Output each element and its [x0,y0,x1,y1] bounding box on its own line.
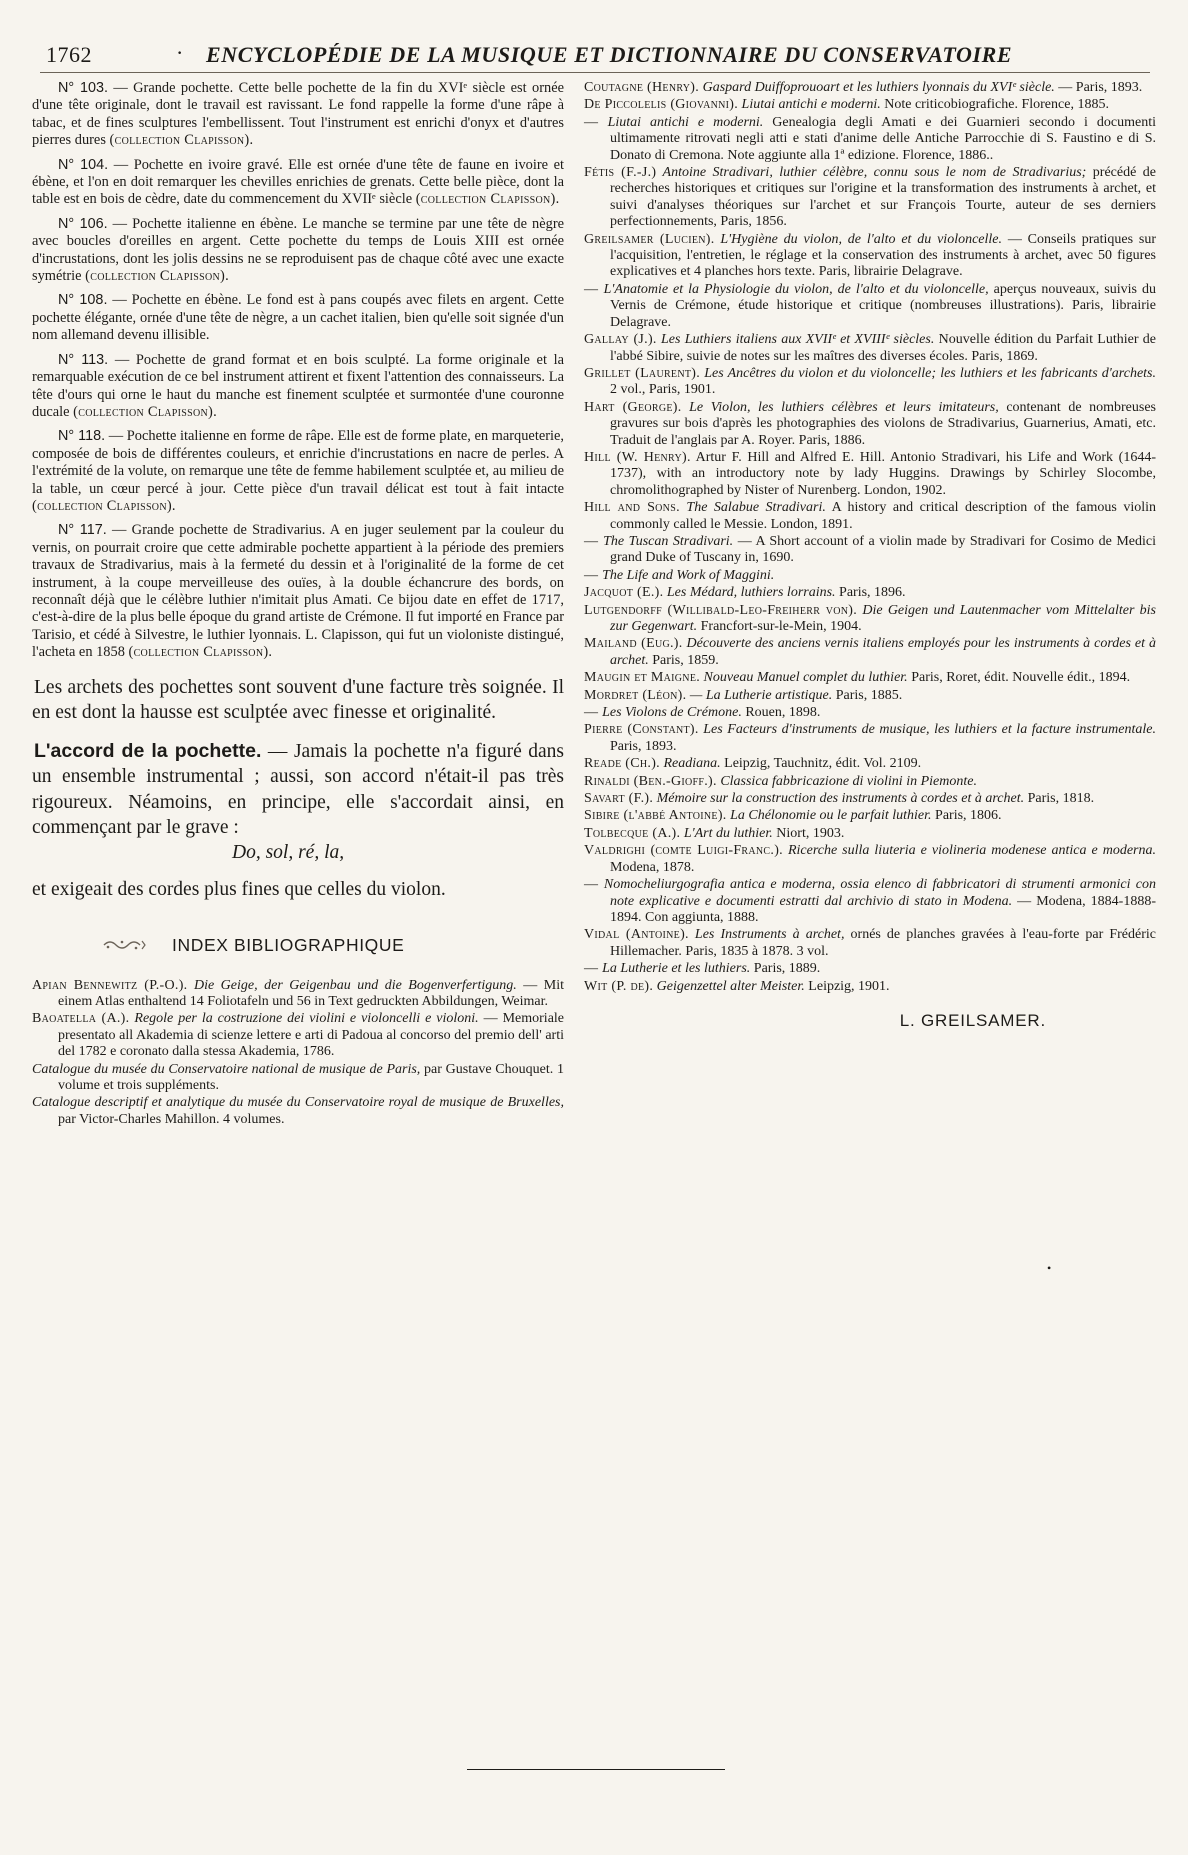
bibliography-entry [584,500,1156,533]
index-heading [32,934,564,960]
left-column [32,80,564,1129]
bibliography-entry [584,165,1156,231]
bib-details: Paris, 1859. [648,652,719,668]
ornament-icon [102,938,146,952]
entry-number: N° 118. [58,428,106,445]
entry-number: N° 103. [58,80,108,96]
bib-details: Nouvelle édition du Parfait Luthier de l'abbé Sibire, suivie de notes sur les maîtres des diverses écoles. Paris, 1869. [610,332,1156,364]
bib-title: La Lutherie et les luthiers. [602,961,751,977]
bibliography-entry [584,232,1156,281]
bib-title: Le Violon, les luthiers célèbres et leurs imitateurs, [681,399,999,415]
bib-author: Grillet (Laurent). [584,365,701,381]
page-header [40,40,1150,73]
running-title: ENCYCLOPÉDIE DE LA MUSIQUE ET DICTIONNAIRE DU CONSERVATOIRE [206,42,1013,67]
bib-title: Les Violons de Crémone. [602,705,742,721]
accord-closing: et exigeait des cordes plus fines que celles du violon. [32,878,446,900]
bib-title: Catalogue du musée du Conservatoire national de musique de Paris, [32,1061,421,1077]
bibliography-entry [584,97,1156,113]
bibliography-entry [584,774,1156,790]
bib-details: — Modena, 1884-1888-1894. Con aggiunta, 1888. [610,893,1156,925]
entry-number: N° 117. [58,522,107,539]
bib-details: Paris, 1896. [835,585,906,601]
bib-title: Antoine Stradivari, luthier célèbre, connu sous le nom de Stradivarius; [656,165,1087,181]
entry-text: — Pochette en ébène. Le fond est à pans coupés avec filets en argent. Cette pochette élégante, ornée d'une tête de nègre, a un cachet italien, bien qu'elle soit signée d'un nom allemand devenu illisible. [32,292,564,344]
bib-author: De Piccolelis (Giovanni). [584,97,739,113]
bib-details: par Victor-Charles Mahillon. 4 volumes. [58,1111,285,1127]
bib-author: Valdrighi (comte Luigi-Franc.). [584,843,783,859]
bib-details: Modena, 1878. [610,859,695,875]
margin-dot: • [1047,1261,1052,1275]
bib-author: Hart (George). [584,399,682,415]
bib-title: Classica fabbricazione di violini in Piemonte. [716,773,977,789]
bib-details: Paris, Roret, édit. Nouvelle édit., 1894. [907,670,1131,686]
bib-title: Les Médard, luthiers lorrains. [663,585,836,601]
entry-collection: (collection Clapisson). [73,403,217,420]
bib-title: Readiana. [659,756,721,772]
entry-collection: (collection Clapisson). [85,268,229,285]
bib-title: Les Luthiers italiens aux XVIIᵉ et XVIIIᵉ siècles. [656,332,935,348]
bibliography-entry [584,826,1156,842]
bib-details: Leipzig, Tauchnitz, édit. Vol. 2109. [720,756,922,772]
bib-title: Liutai antichi e moderni. [738,97,881,113]
entry-number: N° 113. [58,351,109,368]
bibliography-entry [584,877,1156,926]
entry-text: — Grande pochette de Stradivarius. A en juger seulement par la couleur du vernis, on pourrait croire que cette admirable pochette appartient à la période des premiers travaux de Stradivarius, mais à la fermeté du dessin et à l'originalité de la forme de cet instrument, à la coupe merveilleuse des ouïes, à la double échancrure des bords, on reconnaît déjà que le célèbre luthier n'imitait plus Amati. Ce bijou date en effet de 1717, c'est-à-dire de la plus belle époque du grand artiste de Crémone. Il fut importé en France par Tarisio, et cédé à Silvestre, le luthier lyonnais. L. Clapisson, qui fut un violoniste distingué, l'acheta en 1858 [32,522,565,661]
bibliography-entry [32,978,564,1011]
bib-details: — A Short account of a violin made by Stradivari for Cosimo de Medici grand Duke of Tuscany in, 1690. [610,533,1156,566]
bib-details: Leipzig, 1901. [804,978,890,994]
bib-details: précédé de recherches historiques et critiques sur l'origine et la transformation des instruments à archet, et suivi d'analyses théoriques sur l'archet et sur François Tourte, auteur de ses derniers perfectionnements, Paris, 1856. [610,165,1156,230]
entry-number: N° 106. [58,215,108,232]
bib-details: Genealogia degli Amati e dei Guarnieri secondo i documenti ultimamente ritrovati negli atti e stati d'anime delle Antiche Parrocchie di S. Faustino e di S. Donato di Cremona. Note aggiunte alla 1ª edizione. Florence, 1886.. [610,114,1157,163]
accord-text: — Jamais la pochette n'a figuré dans un ensemble instrumental ; aussi, son accord n'était-il pas très rigoureux. Néamoins, en principe, elle s'accordait ainsi, en commençant par le grave : [32,740,564,839]
bib-title: The Tuscan Stradivari. [603,533,734,549]
catalogue-entry [32,292,564,344]
entry-text: — Pochette de grand format et en bois sculpté. La forme originale et la remarquable exécution de ce bel instrument attirent et fixent l'attention des connaisseurs. La tête d'ours qui orne le haut du manche est finement sculptée et surmontée d'une couronne ducale [32,351,564,420]
bib-author: Greilsamer (Lucien). [584,231,715,247]
bib-author: — [584,567,603,583]
bib-title: Catalogue descriptif et analytique du musée du Conservatoire royal de musique de Bruxelles, [32,1095,564,1111]
bibliography-entry [584,400,1156,449]
bib-author: Apian Bennewitz (P.-O.). [32,977,188,993]
bib-details: Artur F. Hill and Alfred E. Hill. Antonio Stradivari, his Life and Work (1644-1737), with an introductory note by lady Huggins. Drawings by Schirley Slocombe, chromolithographed by Nister of Nurenberg. London, 1902. [610,449,1156,498]
bib-author: Hill and Sons. [584,500,680,516]
catalogue-entry [32,522,564,661]
bib-details: Paris, 1893. [610,738,677,754]
bib-details: 2 vol., Paris, 1901. [610,382,716,398]
accord-heading: L'accord de la pochette. [34,739,262,762]
bib-details: par Gustave Chouquet. 1 volume et trois suppléments. [58,1061,564,1094]
entry-text: — Pochette italienne en ébène. Le manche se termine par une tête de nègre avec boucles d'oreilles en argent. Cette pochette du temps de Louis XIII est ornée d'incrustations, dont les jolis dessins ne se reproduisent pas de chaque côté avec une exacte symétrie [32,215,564,285]
bib-author: — [584,705,603,721]
bib-title: Liutai antichi e moderni. [607,114,764,130]
bib-title: L'Art du luthier. [680,825,773,841]
bibliography-entry [584,603,1156,636]
bib-title: Geigenzettel alter Meister. [653,978,805,994]
bib-author: Wit (P. de). [584,978,654,994]
bib-details: Rouen, 1898. [741,705,821,721]
bib-title: Regole per la costruzione dei violini e violoncelli e violoni. [129,1011,479,1027]
bib-author: Tolbecque (A.). [584,825,681,841]
bibliography-entry [584,366,1156,399]
bibliography-entry [584,568,1156,584]
bib-author: — [584,114,608,130]
bib-details: ornés de planches gravées à l'eau-forte par Frédéric Hillemacher. Paris, 1835 à 1878. 3 vol. [610,927,1156,959]
bib-title: The Salabue Stradivari. [679,500,826,516]
bib-author: Pierre (Constant). [584,722,699,738]
entry-text: — Pochette en ivoire gravé. Elle est ornée d'une tête de faune en ivoire et ébène, et l'on en doit remarquer les chevilles enrichies de grenats. Cette belle pièce, dont la table est en bois de cèdre, date du commencement du XVIIᵉ siècle [32,156,565,208]
bib-author: Reade (Ch.). [584,756,660,772]
bib-title: L'Hygiène du violon, de l'alto et du violoncelle. [714,231,1003,247]
bib-author: — [584,281,604,297]
bibliography-entry [584,450,1156,499]
bibliography-entry [584,636,1156,669]
bib-author: — [584,533,604,549]
bib-title: Die Geige, der Geigenbau und die Bogenverfertigung. [187,977,517,993]
bibliography-entry [584,585,1156,601]
bib-title: Gaspard Duiffoprouoart et les luthiers lyonnais du XVIᵉ siècle. [699,80,1055,95]
bib-author: Rinaldi (Ben.-Gioff.). [584,773,717,789]
bib-author: Vidal (Antoine). [584,927,689,943]
bib-title: Découverte des anciens vernis italiens employés pour les instruments à cordes et à archet. [610,636,1157,668]
bibliography-entry [584,756,1156,772]
bib-title: Die Geigen und Lautenmacher vom Mittelalter bis zur Gegenwart. [610,602,1156,634]
bib-author: Hill (W. Henry). [584,449,691,465]
bib-title: La Chélonomie ou le parfait luthier. [726,808,932,824]
bib-author: Fétis (F.-J.) [584,165,657,181]
bib-title: Nomocheliurgografia antica e moderna, ossia elenco di fabbricatori di strumenti armonici con note explicative e documenti estratti dal archivio di stato in Modena. [603,877,1156,909]
bibliography-entry [584,80,1156,96]
bib-details: Niort, 1903. [772,825,845,841]
bib-author: Mordret (Léon). [584,687,687,703]
bibliography-entry [32,1011,564,1060]
bibliography-right [584,80,1156,995]
bibliography-entry [32,1062,564,1095]
index-title: INDEX BIBLIOGRAPHIQUE [172,934,405,955]
bib-author: Gallay (J.). [584,332,657,348]
entry-number: N° 104. [58,156,109,173]
bibliography-entry [584,670,1156,686]
bib-details: — Mit einem Atlas enthaltend 14 Foliotafeln und 56 in Text gedruckten Abbildungen, Weimar. [58,977,565,1009]
bib-title: Mémoire sur la construction des instruments à cordes et à archet. [653,791,1025,807]
bib-author: Baoatella (A.). [32,1011,130,1027]
catalogue-entry [32,428,564,515]
bibliography-entry [584,843,1156,876]
bib-details: Francfort-sur-le-Mein, 1904. [697,619,862,634]
bibliography-entry [584,808,1156,824]
header-separator: · [176,40,184,65]
bib-title: — La Lutherie artistique. [686,687,833,703]
bib-details: — Conseils pratiques sur l'acquisition, l'entretien, le réglage et la conservation des instruments à archet, avec 50 figures explicatives et 4 planches hors texte. Paris, librairie Delagrave. [610,231,1156,280]
catalogue-entry [32,80,564,150]
bib-details: Note criticobiografiche. Florence, 1885. [880,97,1109,113]
entry-number: N° 108. [58,292,108,309]
bib-author: Mailand (Eug.). [584,636,683,652]
bibliography-entry [584,961,1156,977]
bib-author: Sibire (l'abbé Antoine). [584,808,727,824]
bib-title: L'Anatomie et la Physiologie du violon, de l'alto et du violoncelle, [603,281,989,297]
bibliography-entry [584,332,1156,365]
catalogue-entry [32,352,564,422]
accord-notes: Do, sol, ré, la, [232,841,345,863]
accord-paragraph [32,739,564,841]
bibliography-entry [584,534,1156,567]
bibliography-entry [32,1095,564,1128]
bib-details: aperçus nouveaux, suivis du Vernis de Crémone, étude historique et critique (nombreuses illustrations). Paris, librairie Delagrave. [610,281,1156,330]
bib-author: Lutgendorff (Willibald-Leo-Freiherr von). [584,602,858,618]
bib-author: Jacquot (E.). [584,585,664,601]
catalogue-entry [32,157,564,209]
bib-details: Paris, 1818. [1024,791,1095,807]
bibliography-entry [584,705,1156,721]
archets-paragraph: Les archets des pochettes sont souvent d'une facture très soignée. Il en est dont la hausse est sculptée avec finesse et originalité. [32,676,564,724]
bib-details: contenant de nombreuses gravures sur bois d'après les photographies des violons de Stradivarius, Guarnerius, Amati, etc. Traduit de l'anglais par A. Royer. Paris, 1886. [610,399,1156,448]
bib-author: — [584,961,603,977]
bib-details: A history and critical description of the famous violin commonly called le Messie. London, 1891. [610,500,1156,532]
entry-collection: (collection Clapisson). [32,497,176,514]
bibliography-entry [584,979,1156,995]
bibliography-entry [584,115,1156,164]
entry-text: — Pochette italienne en forme de râpe. Elle est de forme plate, en marqueterie, composée de bois de différentes couleurs, et enrichie d'incrustations en nacre de perles. A l'extrémité de la volute, on remarque une tête de femme habilement sculptée et, au milieu de la table, un cœur percé à jour. Cette pièce d'un travail délicat est tout à fait intacte [32,428,564,497]
bib-title: Nouveau Manuel complet du luthier. [700,670,908,686]
bib-author: Coutagne (Henry). [584,80,700,95]
entry-collection: (collection Clapisson). [415,191,560,208]
bibliography-entry [584,688,1156,704]
bib-title: Ricerche sulla liuteria e violineria modenese antica e moderna. [782,843,1156,859]
bib-title: Les Ancêtres du violon et du violoncelle; les luthiers et les fabricants d'archets. [700,365,1156,381]
bib-details: Paris, 1806. [931,808,1002,824]
catalogue-entry [32,216,564,286]
bib-author: Maugin et Maigne. [584,670,701,686]
bibliography-entry [584,791,1156,807]
bibliography-entry [584,282,1156,331]
right-column [584,80,1156,1031]
catalogue-entries [32,80,564,662]
bibliography-entry [584,927,1156,960]
bibliography-left [32,978,564,1129]
bibliography-entry [584,722,1156,755]
author-signature: L. GREILSAMER. [899,1010,1046,1030]
bib-title: The Life and Work of Maggini. [602,567,775,583]
bottom-rule [467,1769,725,1770]
bib-details: — Paris, 1893. [1054,80,1143,95]
entry-collection: (collection Clapisson). [128,644,273,661]
page-number: 1762 [46,42,92,67]
bib-author: Savart (F.). [584,791,654,807]
bib-details: Paris, 1889. [750,961,821,977]
entry-text: — Grande pochette. Cette belle pochette de la fin du XVIᵉ siècle est ornée d'une tête originale, dont le travail est ravissant. Le fond rappelle la forme d'une râpe à tabac, et de fines sculptures l'embellissent. Tout l'instrument est enrichi d'onyx et d'autres pierres dures [32,80,565,149]
bib-author: — [584,877,604,893]
bib-title: Les Instruments à archet, [688,927,845,943]
bib-title: Les Facteurs d'instruments de musique, les luthiers et la facture instrumentale. [698,722,1156,738]
entry-collection: (collection Clapisson). [109,132,254,149]
bib-details: — Memoriale presentato all Akademia di scienze lettere e arti di Padoua al concorso del premio dell' arti del 1782 e coronato dalla stessa Akademia, 1786. [58,1011,565,1060]
bib-details: Paris, 1885. [832,687,903,703]
